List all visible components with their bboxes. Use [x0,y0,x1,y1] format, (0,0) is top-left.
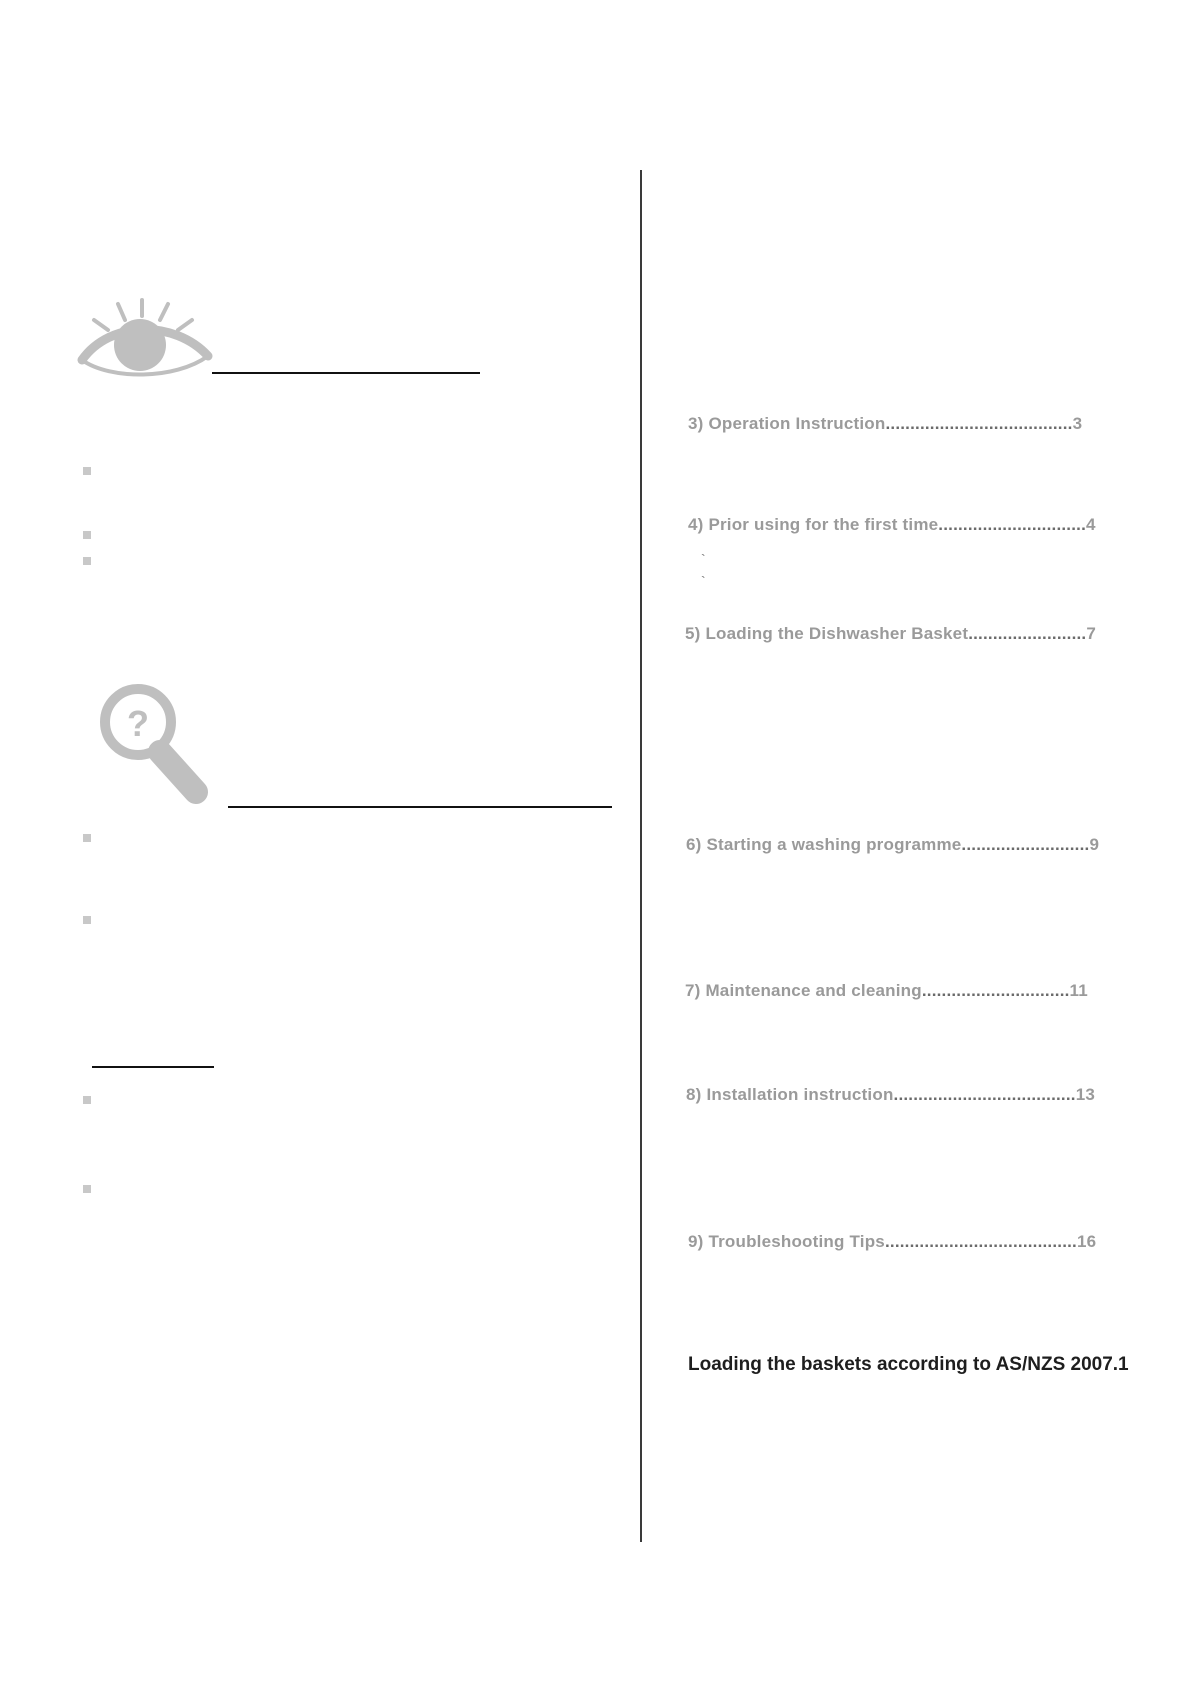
tick-mark: ` [701,573,706,589]
column-divider [640,170,642,1542]
section-rule-3 [92,1066,214,1068]
toc-entry-operation-instruction[interactable] [688,414,1082,434]
toc-entry-loading-basket[interactable] [685,624,1096,644]
toc-title: 7) Maintenance and cleaning [685,981,922,1000]
toc-leader: .......................... [961,835,1090,854]
toc-page: 3 [1072,414,1083,433]
toc-title: 4) Prior using for the first time [688,515,939,534]
tick-mark: ` [701,551,706,567]
toc-leader: ........................ [968,624,1087,643]
toc-leader: ....................................... [884,1232,1077,1251]
toc-page: 13 [1075,1085,1095,1104]
toc-page: 11 [1069,981,1088,1000]
question-magnifier-icon [98,682,218,806]
toc-page: 4 [1086,515,1096,534]
square-bullet-icon [83,557,91,565]
toc-title: 3) Operation Instruction [688,414,886,433]
toc-entry-installation[interactable] [686,1085,1095,1105]
square-bullet-icon [83,834,91,842]
toc-page: 16 [1076,1232,1097,1251]
toc-title: 5) Loading the Dishwasher Basket [685,624,969,643]
toc-page: 9 [1089,835,1100,854]
square-bullet-icon [83,916,91,924]
toc-entry-maintenance[interactable] [685,981,1088,1001]
toc-title: 9) Troubleshooting Tips [688,1232,885,1251]
toc-leader: .............................. [938,515,1086,534]
toc-page: 7 [1086,624,1097,643]
toc-leader: ..................................... [893,1085,1076,1104]
square-bullet-icon [83,1096,91,1104]
toc-leader: ...................................... [885,414,1073,433]
toc-title: 6) Starting a washing programme [686,835,962,854]
toc-entry-troubleshooting[interactable] [688,1232,1096,1252]
square-bullet-icon [83,1185,91,1193]
toc-title: 8) Installation instruction [686,1085,894,1104]
basket-loading-note: Loading the baskets according to AS/NZS 2007.1 [688,1354,1129,1375]
svg-text:?: ? [127,703,149,744]
eye-icon [80,298,210,378]
square-bullet-icon [83,531,91,539]
toc-entry-starting-programme[interactable] [686,835,1099,855]
square-bullet-icon [83,467,91,475]
toc-entry-prior-using[interactable] [688,515,1096,535]
section-rule-2 [228,806,612,808]
section-rule-1 [212,372,480,374]
toc-leader: .............................. [921,981,1070,1000]
